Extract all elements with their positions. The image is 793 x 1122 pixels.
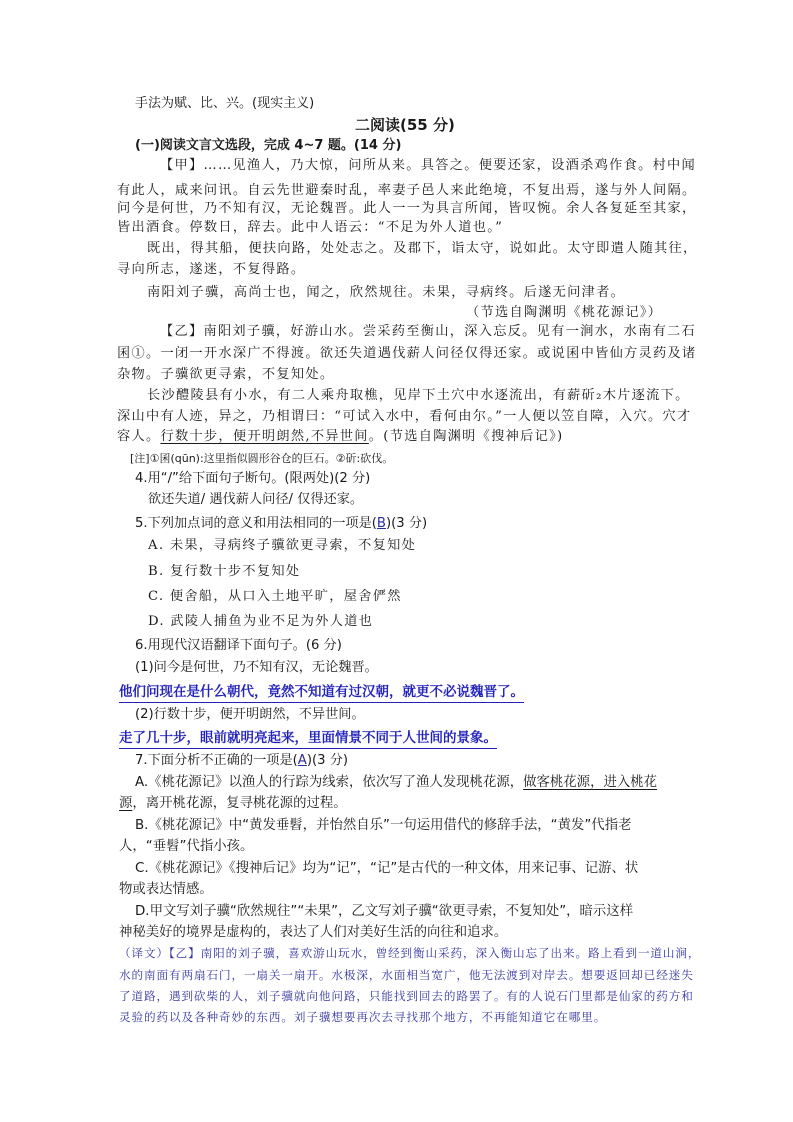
passage-line: 杂物。子骥欲更寻索，不复知处。 — [117, 367, 335, 382]
passage-line: 寻向所志，遂迷，不复得路。 — [117, 262, 306, 277]
question-6-stem: 6.用现代汉语翻译下面句子。(6 分) — [135, 638, 342, 653]
option-label: C. — [148, 589, 165, 604]
passage-line: 皆出酒食。停数日，辞去。此中人语云：“不足为外人道也。” — [117, 220, 504, 235]
question-6-answer-1: 他们问现在是什么朝代，竟然不知道有过汉朝，就更不必说魏晋了。 — [119, 683, 524, 703]
question-6-sentence-1: (1)问今是何世，乃不知有汉，无论魏晋。 — [135, 660, 378, 675]
question-5-option-c — [148, 588, 402, 606]
stem-score: )(3 分) — [306, 753, 349, 768]
passage-text: 容人。 — [117, 429, 161, 444]
question-5-option-d — [148, 613, 373, 631]
passage-line: 深山中有人迹，异之，乃相谓曰：“可试入水中，看何由尔。”一人便以笠自障，入穴。穴才 — [117, 409, 692, 424]
translation-line: 灵验的药以及各种奇妙的东西。刘子骥想要再次去寻找那个地方，不再能知道它在哪里。 — [119, 1010, 607, 1024]
question-5-stem — [135, 515, 427, 533]
passage-line: 问今是何世，乃不知有汉，无论魏晋。此人一一为具言所闻，皆叹惋。余人各复延至其家， — [117, 201, 697, 216]
option-text: 便舍船，从口入土地平旷，屋舍俨然 — [169, 589, 402, 604]
underlined-text: 做客桃花源，进入桃花 — [523, 775, 658, 790]
question-5-option-b — [148, 563, 300, 581]
option-label: D. — [148, 614, 165, 629]
question-6-answer-2: 走了几十步，眼前就明亮起来，里面情景不同于人世间的景象。 — [119, 729, 497, 749]
passage-line: 既出，得其船，便扶向路，处处志之。及郡下，诣太守，说如此。太守即遣人随其往， — [147, 241, 698, 256]
passage-source: （节选自陶渊明《桃花源记》） — [466, 305, 663, 320]
question-4-stem: 4.用“/”给下面句子断句。(限两处)(2 分) — [135, 471, 371, 486]
option-text: 未果，寻病终子骥欲更寻索，不复知处 — [169, 538, 417, 553]
section-title: 二阅读(55 分) — [355, 116, 455, 134]
top-line: 手法为赋、比、兴。(现实主义) — [135, 96, 315, 111]
option-text: 复行数十步不复知处 — [169, 564, 301, 579]
passage-line: 长沙醴陵县有小水，有二人乘舟取樵，见岸下土穴中水逐流出，有薪斫₂木片逐流下。 — [147, 388, 690, 403]
question-7-option-b-line2: 人，“垂髫”代指小孩。 — [119, 839, 254, 854]
answer-mark: B — [376, 516, 386, 531]
passage-line: 有此人，咸来问讯。自云先世避秦时乱，率妻子邑人来此绝境，不复出焉，遂与外人间隔。 — [117, 183, 697, 198]
translation-line: 水的南面有两扇石门，一扇关一扇开。水极深，水面相当宽广，他无法渡到对岸去。想要返回却已经迷失 — [119, 968, 694, 982]
passage-line: 囷①。一闭一开水深广不得渡。欲还失道遇伐薪人问径仅得还家。或说囷中皆仙方灵药及诸 — [117, 346, 697, 361]
question-7-option-b-line1: B.《桃花源记》中“黄发垂髫，并怡然自乐”一句运用借代的修辞手法，“黄发”代指老 — [135, 818, 632, 833]
option-label: A. — [148, 538, 165, 553]
option-text: 武陵人捕鱼为业不足为外人道也 — [170, 614, 374, 629]
question-7-option-a-line1 — [135, 774, 657, 792]
question-4-answer: 欲还失道/ 遇伐薪人问径/ 仅得还家。 — [148, 492, 364, 507]
passage-line: 南阳刘子骥，高尚士也，闻之，欣然规往。未果，寻病终。后遂无问津者。 — [147, 285, 626, 300]
answer-mark: A — [297, 753, 307, 768]
stem-text: 5.下列加点词的意义和用法相同的一项是( — [135, 516, 377, 531]
underlined-text: 源 — [119, 796, 133, 811]
translation-line: （译文）【乙】南阳的刘子骥，喜欢游山玩水，曾经到衡山采药，深入衡山忘了出来。路上看到一道山涧， — [119, 946, 701, 960]
option-label: B. — [148, 564, 165, 579]
question-7-option-c-line1: C.《桃花源记》《搜神后记》均为“记”，“记”是古代的一种文体，用来记事、记游、状 — [135, 861, 639, 876]
stem-score: )(3 分) — [385, 516, 428, 531]
question-7-option-a-line2 — [119, 795, 347, 813]
passage-line: 【甲】……见渔人，乃大惊，问所从来。具答之。便要还家，设酒杀鸡作食。村中闻 — [160, 158, 697, 173]
option-text: ，离开桃花源，复寻桃花源的过程。 — [132, 796, 347, 811]
passage-line-last — [117, 428, 563, 446]
translation-line: 了道路，遇到砍柴的人，刘子骥就向他问路，只能找到回去的路罢了。有的人说石门里都是仙家的药方和 — [119, 989, 694, 1003]
question-6-sentence-2: (2)行数十步，便开明朗然，不异世间。 — [135, 707, 365, 722]
underlined-sentence: 行数十步，便开明朗然,不异世间 — [160, 429, 369, 444]
passage-source: 。(节选自陶渊明《搜神后记》) — [368, 429, 564, 444]
question-7-option-c-line2: 物或表达情感。 — [119, 882, 213, 897]
question-7-option-d-line1: D.甲文写刘子骥“欣然规往”“未果”，乙文写刘子骥“欲更寻索，不复知处”，暗示这样 — [135, 904, 634, 919]
question-7-stem — [135, 752, 348, 770]
passage-line: 【乙】南阳刘子骥，好游山水。尝采药至衡山，深入忘反。见有一涧水，水南有二石 — [160, 324, 697, 339]
annotation-notes: [注]①囷(qūn):这里指似圆形谷仓的巨石。②斫:砍伐。 — [130, 452, 394, 465]
question-7-option-d-line2: 神秘美好的境界是虚构的，表达了人们对美好生活的向往和追求。 — [119, 925, 508, 940]
option-text: A.《桃花源记》以渔人的行踪为线索，依次写了渔人发现桃花源， — [135, 775, 524, 790]
question-5-option-a — [148, 537, 416, 555]
subsection-heading: (一)阅读文言文选段，完成 4~7 题。(14 分) — [135, 138, 402, 153]
stem-text: 7.下面分析不正确的一项是( — [135, 753, 298, 768]
